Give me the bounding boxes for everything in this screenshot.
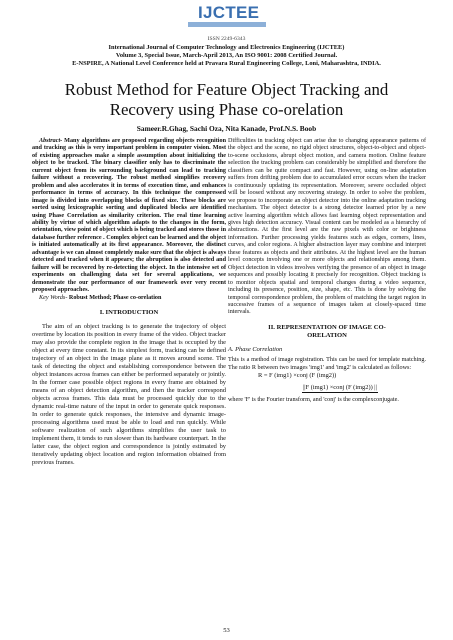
journal-line-2: Volume 3, Special Issue, March-April 2013, An ISO 9001: 2008 Certified Journal. <box>115 52 338 60</box>
keywords-text: Robust Method; Phase co-orelation <box>67 294 162 301</box>
right-para-3: where 'F' is the Fourier transform, and 'conj' is the complexconjugate. <box>228 397 399 404</box>
abstract-text: Many algorithms are proposed regarding objects recognition and tracking as this is very important problem in computer vision. Most of existing approaches make a simple assumption about initializing the object to be tracked. The binary classifier only has to discriminate the current object from its surrounding background can lead to tracking failure without a recovering. The robust method simplifies recovery problem and also accelerates it in terms of execution time, and enhances performance in terms of accuracy. In this technique the compressed image is divided into overlapping blocks of fixed size. These blocks are sorted using lexicographic sorting and duplicated blocks are identified using Phase Correlation as similarity criterion. The real time learning ability by virtue of which algorithm adapts to the changes in the form, orientation, view point of object which is being tracked and stores those in database further reference . Complex object can be learned and the object is initiated automatically at its first appearance. Moreover, the distinct advantage is we can almost completely make sure that the object is always detected and tracked when it appears; the abruption is also detected and failure will be recovered by re-detecting the object. In the intensive set of experiments on challenging data set for several applications, we demonstrate the our performance of our framework over very recent proposed approaches. <box>32 138 226 294</box>
title-line-1: Robust Method for Feature Object Tracking and <box>64 80 389 99</box>
keywords-label: Key Words- <box>39 294 68 301</box>
section-2-heading-line-2: ORELATION <box>307 331 347 339</box>
journal-line-1: International Journal of Computer Technology and Electronics Engineering (IJCTEE) <box>108 44 345 51</box>
logo-text: IJCTEE <box>198 3 260 22</box>
intro-text: The aim of an object tracking is to generate the trajectory of object overtime by location its position in every frame of the video. Object tracker may also provide the complete region in the image that is occupied by the object at every time constant. In its simplest form, tracking can be defined trajectory of an object in the image plane as it moves around scene. The task of detecting the object and establishing correspondence between the object instances across frames can either be performed separately or jointly. In the former case possible object regions in every frame are obtained by means of an object detection algorithm, and then the tracker correspond objects across frames. This data must be processed quickly due to the dynamic real-time nature of the input in order to generate quick responses. In order to generate quick responses, the intensive and dynamic image-processing algorithms used must be able to load and run quickly. While software realization of such algorithms simplifies the user task to implement them, it tends to run slower than its hardware counterpart. In the latter case, the object region and correspondence is jointly estimated by iteratively updating object location and region information obtained from previous frames. <box>32 322 226 466</box>
paper-title <box>0 80 453 120</box>
authors: Sameer.R.Ghag, Sachi Oza, Nita Kanade, Prof.N.S. Boob <box>136 124 317 133</box>
equation-denominator: ||F (img1) ×conj (F (img2)) || <box>303 384 377 392</box>
abstract-label: Abstract- <box>39 138 63 144</box>
page-number: 53 <box>223 627 230 634</box>
right-para-2: This is a method of image registration. This can be used for template matching. The ratio R between two images 'img1' and 'img2' is calculated as follows: <box>228 357 426 371</box>
logo-underline <box>188 22 266 27</box>
left-column <box>32 138 226 467</box>
journal-header <box>0 44 453 69</box>
section-2-heading-line-1: II. REPRESENTATION OF IMAGE CO- <box>268 323 386 331</box>
keywords <box>32 295 226 302</box>
issn: ISSN 2249-6343 <box>207 36 246 42</box>
abstract <box>32 138 226 295</box>
equation-numerator: R = F (img1) ×conj (F (img2)) <box>258 372 337 380</box>
right-para-1: Difficulties in tracking object can arise due to changing appearance patterns of the object and the scene, no rigid object structures, object-to-object and object-to-scene occlusions, abrupt object motion, and camera motion. Online feature selection the tracking problem can considerably be simplified and therefore the classifiers can be quite compact and fast. However, using on-line adaptation suffers from drifting problem due to accumulated error occurs when the tracker is continuously updating its representation. Moreover, severe occluded object will be loosed without any recovering strategy. In order to solve the problem, we propose to incorporate an object detector into the online adaptation tracking mechanism. The object detector is a strong detector learned prior by a new active learning algorithm which allows fast learning object representation and gives high detection accuracy. Visual content can be modeled as a hierarchy of abstractions. At the first level are the raw pixels with color or brightness information. Further processing yields features such as edges, corners, lines, curves, and color regions. A higher abstraction layer may combine and interpret these features as objects and their attributes. At the highest level are the human level concepts involving one or more objects and relationships among them. Object detection in videos involves verifying the presence of an object in image sequences and possibly locating it precisely for recognition. Object tracking is to monitor objects spatial and temporal changes during a video sequence, including its presence, position, size, shape, etc. This is done by solving the temporal correspondence problem, the problem of matching the target region in successive frames of a sequence of images taken at closely-spaced time intervals. <box>228 138 426 316</box>
subsection-heading: A. Phase Correlation <box>228 345 283 353</box>
section-2-heading <box>228 324 426 340</box>
journal-line-3: E-NSPIRE, A National Level Conference held at Pravara Rural Engineering College, Loni, Maharashtra, INDIA. <box>72 60 381 68</box>
intro-heading: I. INTRODUCTION <box>99 308 159 316</box>
right-column <box>228 138 426 405</box>
title-line-2: Recovery using Phase co-orelation <box>109 100 344 119</box>
